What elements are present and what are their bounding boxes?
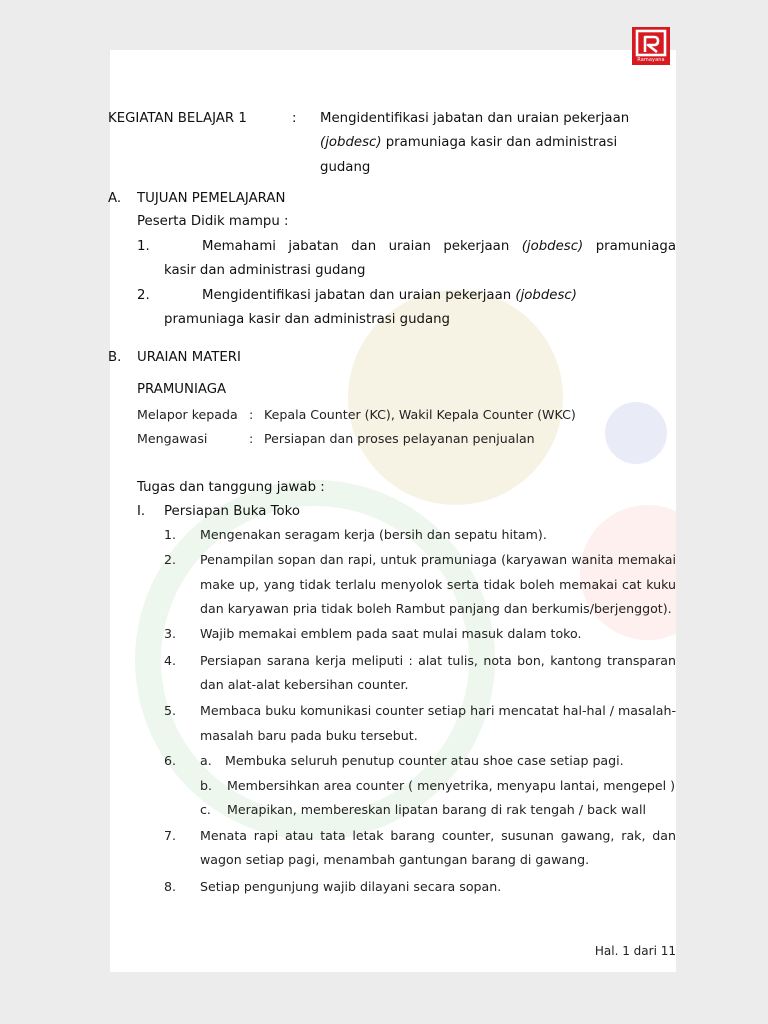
goal-line: kasir dan administrasi gudang (164, 263, 366, 278)
decorative-circle (605, 402, 667, 464)
decorative-circle (580, 505, 676, 640)
role-field-value: Persiapan dan proses pelayanan penjualan (264, 431, 535, 446)
role-title: PRAMUNIAGA (137, 382, 227, 397)
role-field-separator: : (249, 407, 254, 422)
section-title: TUJUAN PEMELAJARAN (137, 191, 286, 206)
list-number: 6. (164, 753, 177, 768)
list-number: 1. (164, 527, 177, 542)
list-number: 2. (164, 552, 177, 567)
sublist-letter: b. (200, 778, 212, 793)
section-letter: B. (108, 350, 122, 365)
part-number: I. (137, 504, 146, 519)
sublist-item: Membuka seluruh penutup counter atau shoe case setiap pagi. (225, 753, 624, 768)
list-item-line: Persiapan sarana kerja meliputi : alat tulis, nota bon, kantong transparan (200, 653, 676, 668)
activity-title-line: (jobdesc) pramuniaga kasir dan administrasi (320, 135, 618, 150)
list-item-line: masalah baru pada buku tersebut. (200, 728, 418, 743)
goal-line: Mengidentifikasi jabatan dan uraian pekerjaan (jobdesc) (202, 288, 577, 303)
sublist-letter: a. (200, 753, 212, 768)
list-item-line: Membaca buku komunikasi counter setiap hari mencatat hal-hal / masalah- (200, 703, 676, 718)
role-field-label: Melapor kepada (137, 407, 238, 422)
list-item-line: Penampilan sopan dan rapi, untuk pramuniaga (karyawan wanita memakai (200, 552, 676, 567)
goal-line: pramuniaga kasir dan administrasi gudang (164, 312, 450, 327)
sublist-item: Merapikan, membereskan lipatan barang di rak tengah / back wall (227, 802, 646, 817)
goal-number: 2. (137, 288, 150, 303)
duties-heading: Tugas dan tanggung jawab : (137, 480, 325, 495)
sublist-letter: c. (200, 802, 211, 817)
activity-label: KEGIATAN BELAJAR 1 (108, 111, 247, 126)
activity-title-line: Mengidentifikasi jabatan dan uraian pekerjaan (320, 111, 630, 126)
role-field-separator: : (249, 431, 254, 446)
goal-number: 1. (137, 239, 150, 254)
section-letter: A. (108, 191, 122, 206)
list-item-line: Wajib memakai emblem pada saat mulai masuk dalam toko. (200, 626, 582, 641)
learning-goal-intro: Peserta Didik mampu : (137, 214, 289, 229)
list-item-line: Menata rapi atau tata letak barang counter, susunan gawang, rak, dan (200, 828, 676, 843)
list-number: 4. (164, 653, 177, 668)
logo-wordmark: Ramayana (637, 57, 665, 63)
jobdesc-term: (jobdesc) (320, 135, 382, 150)
list-number: 3. (164, 626, 177, 641)
list-item-line: Setiap pengunjung wajib dilayani secara sopan. (200, 879, 502, 894)
list-number: 7. (164, 828, 177, 843)
list-item-line: dan alat-alat kebersihan counter. (200, 677, 409, 692)
section-title: URAIAN MATERI (137, 350, 241, 365)
ramayana-logo (632, 27, 670, 65)
activity-title-line: gudang (320, 160, 371, 175)
list-item-line: wagon setiap pagi, menambah gantungan barang di gawang. (200, 852, 590, 867)
list-item-line: Mengenakan seragam kerja (bersih dan sepatu hitam). (200, 527, 547, 542)
goal-line: Memahami jabatan dan uraian pekerjaan (jobdesc) pramuniaga (202, 239, 676, 254)
list-item-line: make up, yang tidak terlalu menyolok serta tidak boleh memakai cat kuku (200, 577, 676, 592)
role-field-value: Kepala Counter (KC), Wakil Kepala Counter (WKC) (264, 407, 576, 422)
part-title: Persiapan Buka Toko (164, 504, 300, 519)
sublist-item: Membersihkan area counter ( menyetrika, menyapu lantai, mengepel ) (227, 778, 676, 793)
page-number: Hal. 1 dari 11 (594, 944, 676, 958)
list-number: 8. (164, 879, 177, 894)
role-field-label: Mengawasi (137, 431, 208, 446)
header-colon: : (292, 111, 297, 126)
list-number: 5. (164, 703, 177, 718)
list-item-line: dan karyawan pria tidak boleh Rambut panjang dan berkumis/berjenggot). (200, 601, 672, 616)
